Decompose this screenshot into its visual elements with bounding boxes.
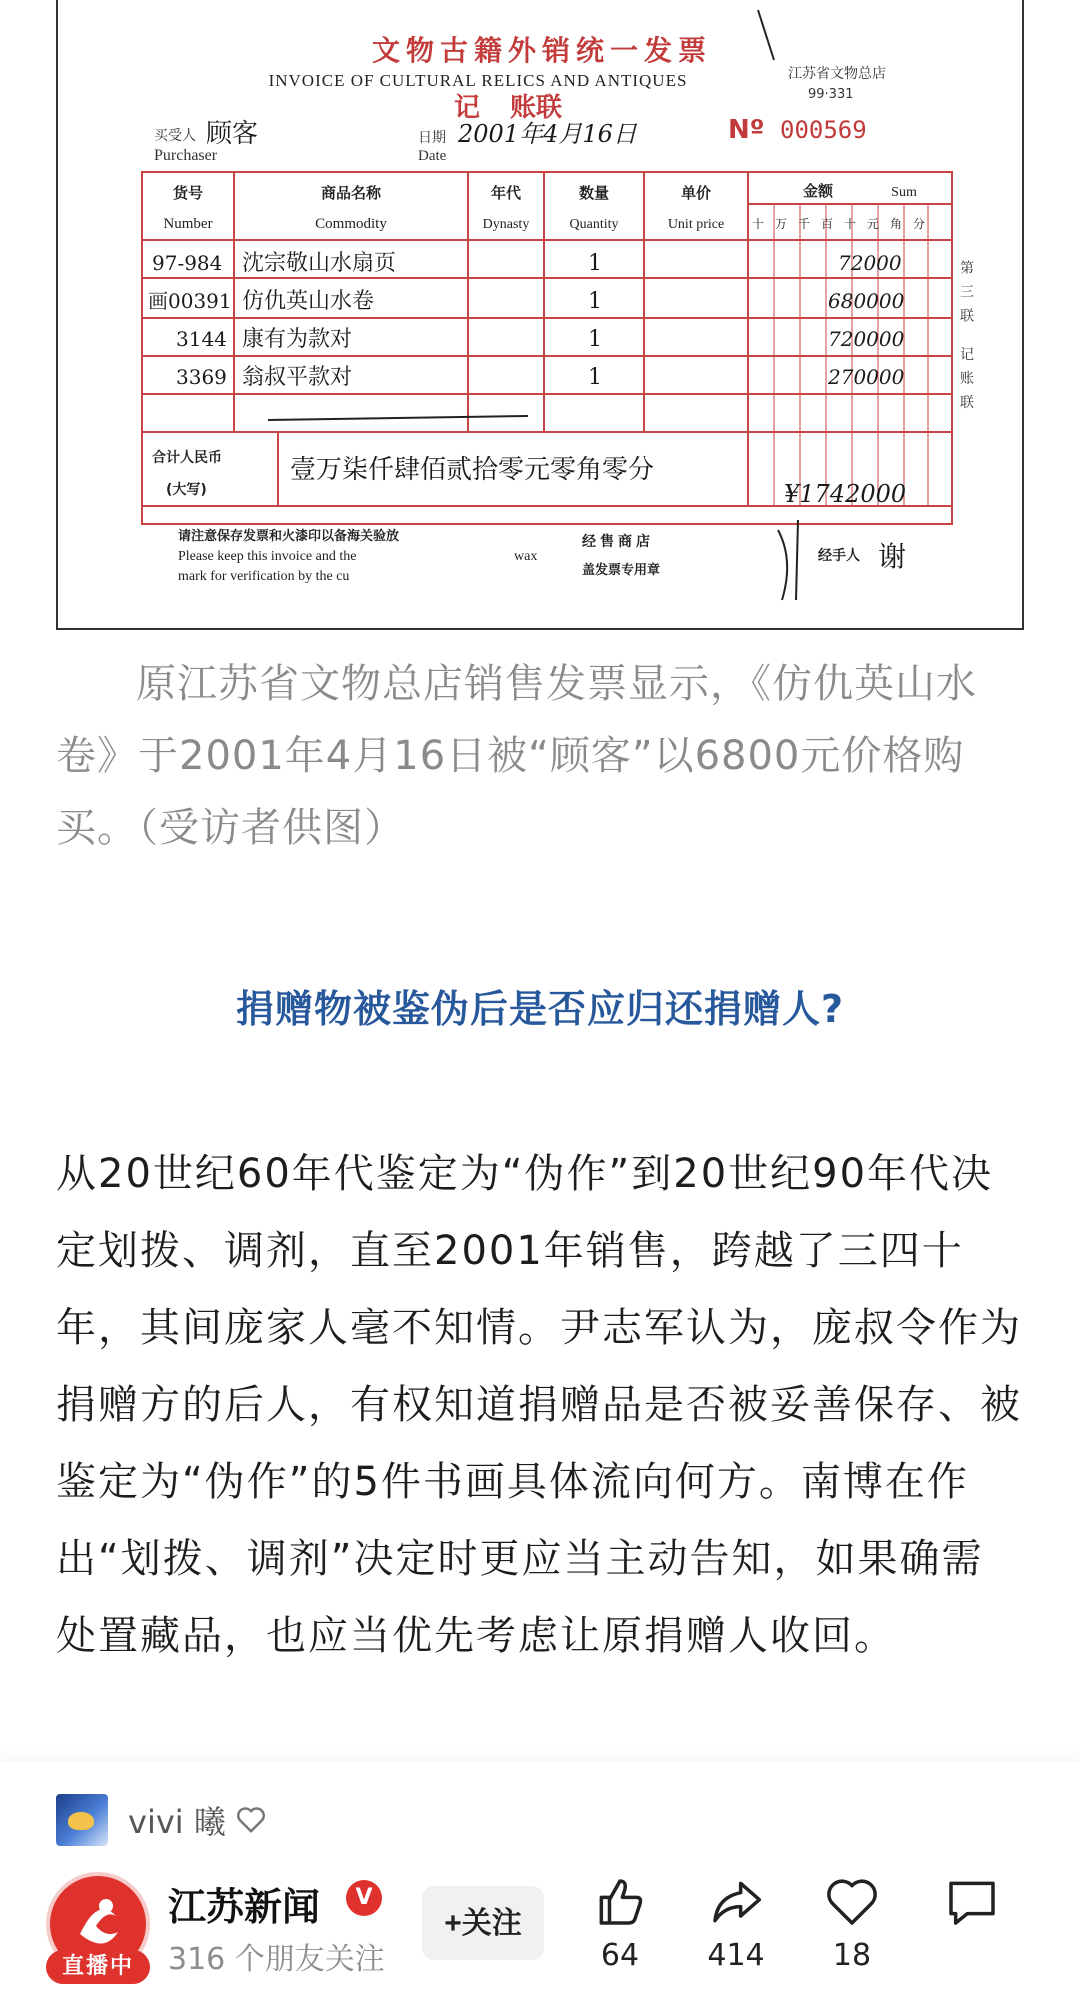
share-count: 414 — [707, 1938, 765, 1973]
comment-action[interactable] — [922, 1874, 1022, 1938]
invoice-side-label: 第三联 记账联 — [958, 260, 974, 419]
invoice-issuer-code: 99·331 — [808, 87, 854, 102]
col-unitprice-en: Unit price — [667, 217, 725, 232]
invoice-issuer: 江苏省文物总店 — [788, 66, 886, 82]
viewer-avatar[interactable] — [56, 1794, 108, 1846]
invoice-row-1 — [152, 251, 902, 276]
row-3-commodity: 康有为款对 — [242, 327, 353, 352]
col-commodity-en: Commodity — [315, 216, 387, 232]
invoice-note-en-2: mark for verification by the cu — [178, 569, 350, 584]
date-value: 2001年4月16日 — [458, 120, 637, 148]
section-heading: 捐赠物被鉴伪后是否应归还捐赠人? — [235, 987, 845, 1031]
invoice-copy-label-tail: 账联 — [510, 93, 563, 123]
col-sum-en: Sum — [891, 185, 917, 200]
invoice-note-cn: 请注意保存发票和火漆印以备海关验放 — [178, 529, 400, 544]
viewer-row[interactable] — [56, 1794, 266, 1846]
col-unitprice-cn: 单价 — [680, 184, 712, 202]
favorite-action[interactable] — [802, 1874, 902, 1973]
verified-badge: V — [346, 1880, 382, 1916]
invoice-pen-mark — [758, 10, 774, 60]
row-4-sum: 270000 — [828, 365, 905, 389]
invoice-title-en: INVOICE OF CULTURAL RELICS AND ANTIQUES — [268, 71, 688, 90]
invoice-drawing — [58, 0, 1026, 630]
total-words: 壹万柒仟肆佰贰拾零元零角零分 — [290, 455, 655, 485]
invoice-row-2 — [148, 289, 905, 314]
row-2-sum: 680000 — [828, 289, 905, 313]
invoice-wax: wax — [514, 549, 538, 564]
heart-outline-icon — [236, 1806, 266, 1834]
row-2-quantity: 1 — [588, 289, 602, 314]
share-arrow-icon — [708, 1874, 764, 1930]
invoice-title-cn: 文物古籍外销统一发票 — [371, 34, 713, 67]
bottom-bar — [0, 1762, 1080, 1989]
purchaser-label-cn: 买受人 — [154, 128, 196, 144]
account-name[interactable]: 江苏新闻 — [168, 1885, 321, 1929]
date-label-en: Date — [418, 148, 447, 164]
row-2-commodity: 仿仇英山水卷 — [242, 289, 375, 314]
invoice-note-en-1: Please keep this invoice and the — [178, 549, 357, 564]
col-quantity-cn: 数量 — [578, 184, 610, 202]
comment-bubble-icon — [944, 1874, 1000, 1930]
image-caption: 原江苏省文物总店销售发票显示，《仿仇英山水卷》于2001年4月16日被“顾客”以6800元价格购买。（受访者供图） — [56, 661, 977, 851]
row-4-commodity: 翁叔平款对 — [242, 365, 353, 390]
col-dynasty-cn: 年代 — [490, 184, 522, 202]
invoice-handler-value: 谢 — [878, 540, 907, 573]
row-1-number: 97-984 — [152, 251, 223, 275]
article-paragraph: 从20世纪60年代鉴定为“伪作”到20世纪90年代决定划拨、调剂，直至2001年销售，跨越了三四十年，其间庞家人毫不知情。尹志军认为，庞叔令作为捐赠方的后人，有权知道捐赠品是否被妥善保存、被鉴定为“伪作”的5件书画具体流向何方。南博在作出“划拨、调剂”决定时更应当主动告知，如果确需处置藏品，也应当优先考虑让原捐赠人收回。 — [56, 1151, 1022, 1659]
invoice-signature-stroke — [778, 520, 798, 600]
row-1-commodity: 沈宗敬山水扇页 — [242, 251, 397, 276]
thumbs-up-icon — [592, 1874, 648, 1930]
row-3-sum: 720000 — [828, 327, 905, 351]
invoice-copy-label: 记 — [454, 93, 481, 123]
row-3-number: 3144 — [176, 327, 227, 351]
purchaser-value: 顾客 — [206, 119, 259, 149]
col-sum-cn: 金额 — [802, 182, 834, 200]
invoice-row-4 — [176, 365, 905, 390]
invoice-row-3 — [176, 327, 905, 352]
col-quantity-en: Quantity — [569, 217, 619, 232]
live-badge[interactable]: 直播中 — [46, 1950, 150, 1984]
col-commodity-cn: 商品名称 — [320, 184, 382, 202]
col-sum-digits: 十万千百十元角分 — [752, 217, 937, 231]
share-action[interactable] — [686, 1874, 786, 1973]
like-action[interactable] — [570, 1874, 670, 1973]
account-row — [0, 1864, 1080, 1989]
total-value: ¥1742000 — [784, 480, 907, 508]
row-1-quantity: 1 — [588, 251, 602, 276]
row-4-quantity: 1 — [588, 365, 602, 390]
row-3-quantity: 1 — [588, 327, 602, 352]
invoice-number: 000569 — [780, 116, 867, 144]
invoice-shop-1: 经售商店 — [582, 534, 654, 550]
invoice-shop-2: 盖发票专用章 — [582, 563, 661, 578]
col-number-en: Number — [163, 216, 213, 232]
total-label-1: 合计人民币 — [152, 450, 222, 466]
col-number-cn: 货号 — [172, 184, 204, 202]
row-4-number: 3369 — [176, 365, 227, 389]
heart-icon — [824, 1874, 880, 1930]
cancel-stroke — [268, 416, 528, 420]
invoice-image — [56, 0, 1024, 630]
favorite-count: 18 — [832, 1938, 872, 1973]
invoice-handler-label: 经手人 — [818, 548, 860, 564]
follow-button[interactable]: +关注 — [422, 1886, 544, 1960]
col-dynasty-en: Dynasty — [482, 217, 530, 232]
invoice-number-prefix: Nº — [728, 115, 765, 145]
follower-count: 316 个朋友关注 — [168, 1942, 385, 1977]
viewer-name[interactable]: vivi 曦 — [128, 1803, 226, 1841]
purchaser-label-en: Purchaser — [154, 147, 218, 164]
date-label-cn: 日期 — [418, 130, 446, 146]
like-count: 64 — [600, 1938, 640, 1973]
row-2-number: 画00391 — [148, 289, 232, 313]
total-label-2: (大写) — [166, 482, 207, 498]
row-1-sum: 72000 — [838, 251, 902, 275]
